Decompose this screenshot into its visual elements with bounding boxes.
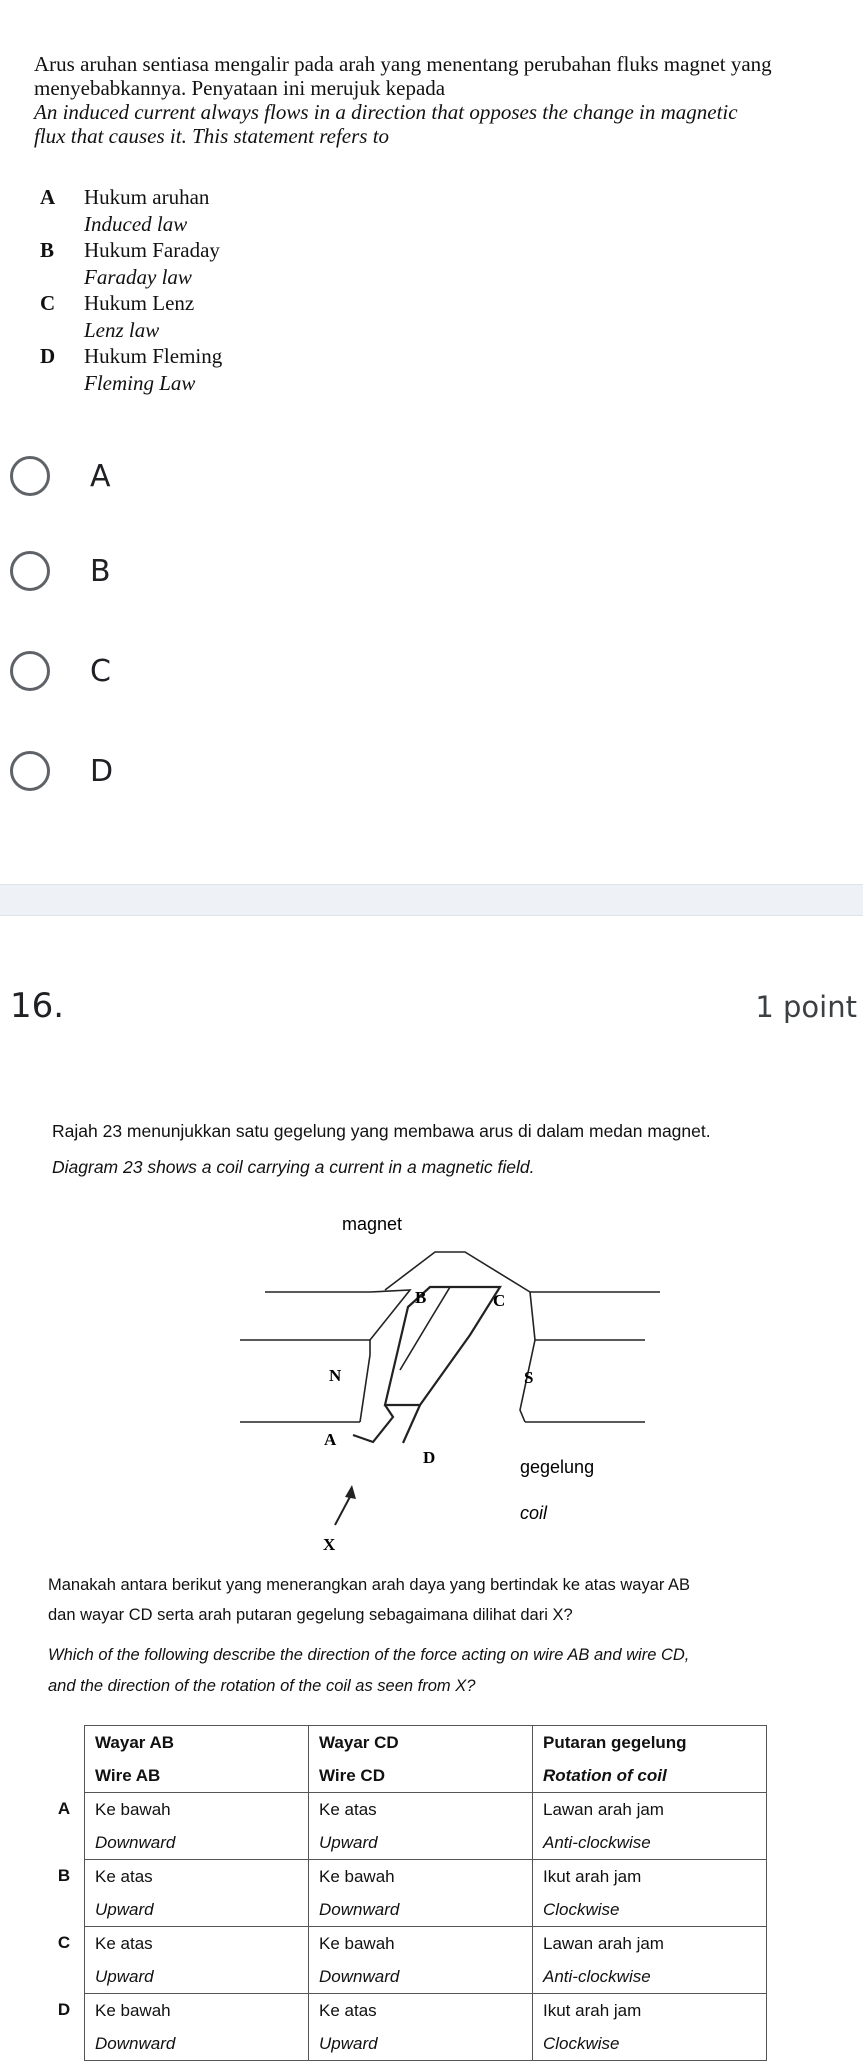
radio-choice-b[interactable] (10, 541, 310, 601)
cell-rot-ms: Lawan arah jam (533, 1927, 767, 1961)
header-wire-cd-ms: Wayar CD (309, 1726, 533, 1760)
label-d: D (423, 1448, 436, 1467)
prev-option-ms: Hukum aruhan (84, 185, 210, 209)
label-n: N (329, 1366, 342, 1385)
question-ask-ms-line2: dan wayar CD serta arah putaran gegelung sebagaimana dilihat dari X? (48, 1606, 573, 1624)
radio-circle[interactable] (10, 551, 50, 591)
question-points: 1 point (755, 990, 857, 1024)
prev-question-option-list (40, 184, 222, 396)
cell-rot-ms: Ikut arah jam (533, 1860, 767, 1894)
cell-cd-ms: Ke bawah (309, 1927, 533, 1961)
prev-option-ms: Hukum Fleming (84, 344, 223, 368)
cell-cd-en: Upward (309, 1826, 533, 1860)
coil-diagram (235, 1195, 685, 1569)
label-coil-ms: gegelung (520, 1457, 595, 1477)
answer-table (44, 1725, 767, 2061)
cell-rot-en: Clockwise (533, 1893, 767, 1927)
prev-question-ms-line1: Arus aruhan sentiasa mengalir pada arah yang menentang perubahan fluks magnet yang (34, 52, 772, 76)
prev-option-en: Induced law (84, 211, 188, 236)
row-letter: B (57, 1866, 71, 1886)
table-row-en (44, 1826, 767, 1860)
header-rotation-ms: Putaran gegelung (533, 1726, 767, 1760)
table-row (44, 1860, 767, 1894)
table-row-en (44, 2027, 767, 2061)
cell-ab-en: Upward (85, 1893, 309, 1927)
label-magnet: magnet (342, 1214, 403, 1234)
radio-label: D (90, 753, 114, 789)
prev-option-a (40, 184, 222, 237)
prev-option-ms: Hukum Faraday (84, 238, 220, 262)
header-rotation-en: Rotation of coil (533, 1759, 767, 1793)
magnet-s-face (520, 1292, 535, 1422)
coil-diagram-svg (235, 1195, 685, 1565)
table-header-row (44, 1726, 767, 1760)
prev-option-c (40, 290, 222, 343)
question-intro-ms: Rajah 23 menunjukkan satu gegelung yang membawa arus di dalam medan magnet. (52, 1121, 711, 1141)
cell-cd-ms: Ke atas (309, 1994, 533, 2028)
prev-option-letter: C (40, 291, 56, 315)
prev-question-text (34, 52, 834, 148)
prev-option-en: Fleming Law (84, 370, 196, 395)
coil-loop (385, 1287, 500, 1405)
cell-ab-ms: Ke atas (85, 1860, 309, 1894)
radio-choice-a[interactable] (10, 446, 310, 506)
radio-label: C (90, 653, 111, 689)
cell-rot-ms: Ikut arah jam (533, 1994, 767, 2028)
table-row-en (44, 1960, 767, 1994)
row-letter: C (57, 1933, 71, 1953)
header-wire-ab-en: Wire AB (85, 1759, 309, 1793)
question-ask-ms-line1: Manakah antara berikut yang menerangkan arah daya yang bertindak ke atas wayar AB (48, 1576, 691, 1594)
cell-ab-en: Upward (85, 1960, 309, 1994)
header-wire-cd-en: Wire CD (309, 1759, 533, 1793)
prev-option-b (40, 237, 222, 290)
coil-lead-a (353, 1405, 393, 1442)
cell-cd-en: Downward (309, 1893, 533, 1927)
coil-lead-d (403, 1405, 420, 1443)
cell-cd-ms: Ke atas (309, 1793, 533, 1827)
cell-ab-en: Downward (85, 2027, 309, 2061)
cell-ab-ms: Ke bawah (85, 1994, 309, 2028)
cell-ab-en: Downward (85, 1826, 309, 1860)
cell-rot-en: Clockwise (533, 2027, 767, 2061)
cell-rot-en: Anti-clockwise (533, 1960, 767, 1994)
row-letter: A (57, 1799, 71, 1819)
label-a: A (324, 1430, 337, 1449)
prev-option-en: Faraday law (84, 264, 192, 289)
radio-circle[interactable] (10, 456, 50, 496)
prev-option-ms: Hukum Lenz (84, 291, 195, 315)
header-wire-ab-ms: Wayar AB (85, 1726, 309, 1760)
cell-ab-ms: Ke atas (85, 1927, 309, 1961)
table-row-en (44, 1893, 767, 1927)
prev-option-letter: D (40, 344, 56, 368)
label-b: B (415, 1288, 427, 1307)
prev-option-en: Lenz law (84, 317, 160, 342)
cell-rot-en: Anti-clockwise (533, 1826, 767, 1860)
cell-cd-en: Downward (309, 1960, 533, 1994)
question-intro-en: Diagram 23 shows a coil carrying a current in a magnetic field. (52, 1157, 535, 1177)
label-coil-en: coil (520, 1503, 548, 1523)
radio-choice-c[interactable] (10, 641, 310, 701)
label-s: S (524, 1368, 534, 1387)
prev-option-letter: B (40, 238, 55, 262)
cell-cd-en: Upward (309, 2027, 533, 2061)
question-ask-en-line2: and the direction of the rotation of the coil as seen from X? (48, 1677, 476, 1695)
magnet-n-face (360, 1340, 370, 1422)
prev-question-en-line1: An induced current always flows in a direction that opposes the change in magnetic (34, 100, 738, 124)
magnet-n-face-top (370, 1290, 410, 1340)
prev-option-d (40, 343, 222, 396)
table-row (44, 1927, 767, 1961)
prev-option-letter: A (40, 185, 56, 209)
label-c: C (493, 1291, 506, 1310)
radio-label: A (90, 458, 111, 494)
radio-label: B (90, 553, 111, 589)
table-header-row-en (44, 1759, 767, 1793)
radio-choice-d[interactable] (10, 741, 310, 801)
question-ask-en-line1: Which of the following describe the direction of the force acting on wire AB and wire CD, (48, 1646, 690, 1664)
radio-circle[interactable] (10, 651, 50, 691)
table-row (44, 1994, 767, 2028)
view-arrow-head (345, 1485, 356, 1499)
cell-rot-ms: Lawan arah jam (533, 1793, 767, 1827)
cell-ab-ms: Ke bawah (85, 1793, 309, 1827)
section-divider (0, 884, 863, 916)
row-letter: D (57, 2000, 71, 2020)
cell-cd-ms: Ke bawah (309, 1860, 533, 1894)
radio-circle[interactable] (10, 751, 50, 791)
label-x: X (323, 1535, 336, 1554)
question-number: 16. (10, 986, 65, 1026)
prev-question-ms-line2: menyebabkannya. Penyataan ini merujuk kepada (34, 76, 446, 100)
prev-question-en-line2: flux that causes it. This statement refers to (34, 124, 390, 148)
table-row (44, 1793, 767, 1827)
